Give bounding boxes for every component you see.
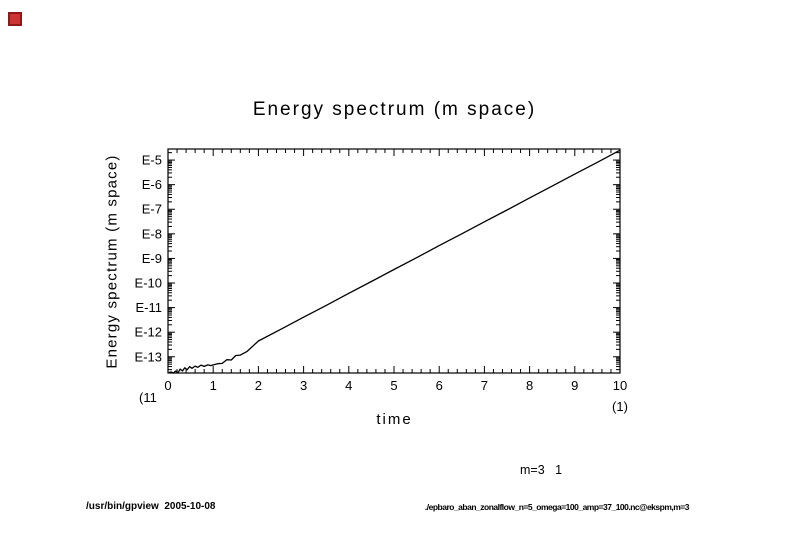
y-tick-label: E-5 bbox=[141, 152, 162, 168]
y-tick-label: E-12 bbox=[134, 324, 162, 340]
data-file-text: ./epbaro_aban_zonalflow_n=5_omega=100_amp=37_100.nc@ekspm,m=3 bbox=[424, 502, 689, 512]
y-tick-label: E-6 bbox=[141, 177, 162, 193]
legend-label: m=3 1 bbox=[520, 463, 563, 477]
y-tick-label: E-13 bbox=[134, 349, 162, 365]
x-tick-label: 7 bbox=[480, 378, 489, 393]
y-tick-label: E-8 bbox=[141, 226, 162, 242]
x-tick-label: 1 bbox=[209, 378, 217, 393]
x-axis-factor-label: (1) bbox=[612, 399, 628, 414]
x-tick-label: 10 bbox=[612, 378, 628, 393]
y-axis-title: Energy spectrum (m space) bbox=[103, 154, 121, 369]
x-tick-label: 5 bbox=[390, 378, 398, 393]
x-tick-label: 8 bbox=[525, 378, 534, 393]
command-path-text: /usr/bin/gpview 2005-10-08 bbox=[86, 501, 216, 512]
axis-ticks bbox=[168, 149, 620, 373]
energy-curve bbox=[169, 150, 620, 373]
x-tick-label: 9 bbox=[571, 378, 579, 393]
y-tick-label: E-11 bbox=[135, 300, 162, 316]
chart-title: Energy spectrum (m space) bbox=[252, 99, 537, 120]
y-tick-label: E-9 bbox=[141, 250, 162, 266]
x-tick-label: 0 bbox=[164, 378, 172, 393]
y-axis-factor-label: (11 bbox=[139, 390, 157, 405]
x-tick-label: 3 bbox=[299, 378, 308, 393]
x-tick-label: 6 bbox=[435, 378, 443, 393]
x-tick-label: 2 bbox=[254, 378, 263, 393]
x-axis-title: time bbox=[376, 411, 413, 428]
y-tick-label: E-7 bbox=[141, 201, 162, 217]
y-tick-label: E-10 bbox=[134, 275, 162, 291]
x-tick-label: 4 bbox=[345, 378, 353, 393]
plot-box bbox=[168, 149, 620, 373]
